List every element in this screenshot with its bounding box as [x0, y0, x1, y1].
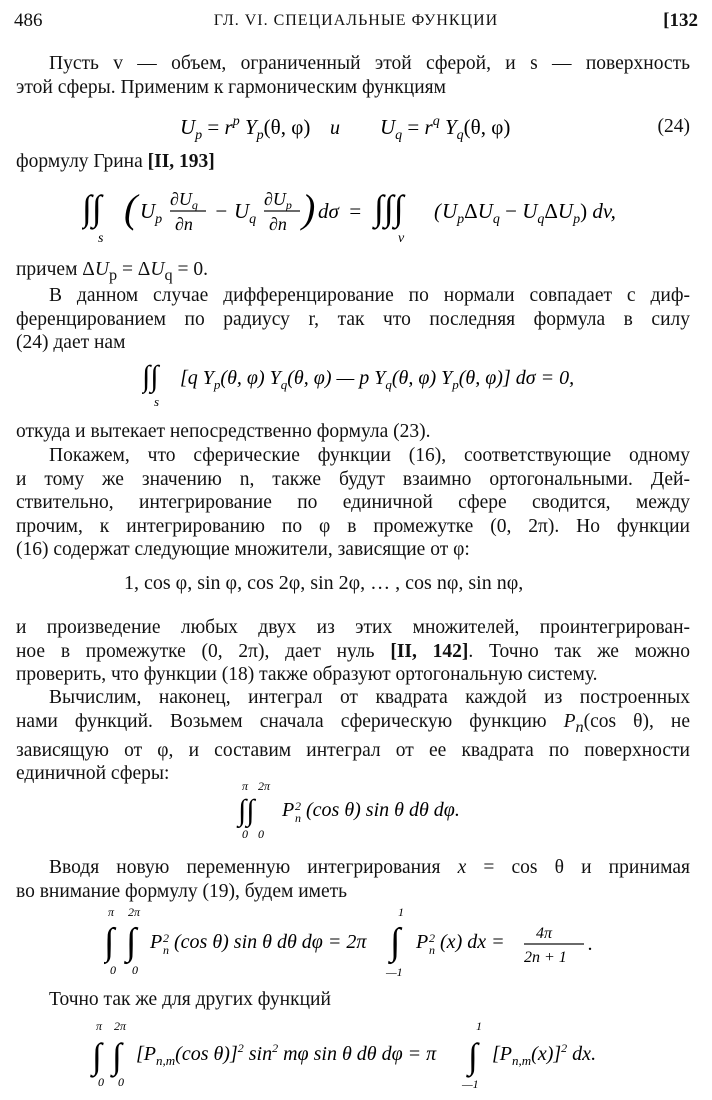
svg-text:0: 0	[242, 827, 248, 841]
svg-text:—1: —1	[462, 1077, 479, 1091]
svg-text:∫∫: ∫∫	[142, 360, 159, 393]
svg-text:2: 2	[429, 931, 435, 945]
svg-text:s: s	[154, 394, 160, 409]
svg-text:P: P	[282, 799, 295, 821]
equation-24	[180, 112, 540, 148]
svg-text:∫∫: ∫∫	[82, 188, 102, 228]
paragraph-5	[16, 420, 690, 444]
svg-text:∫: ∫	[112, 1036, 122, 1076]
text-line: формулу Грина [II, 193]	[16, 151, 215, 172]
svg-text:.: .	[588, 933, 593, 955]
svg-text:0: 0	[118, 1075, 124, 1089]
svg-text:∂n: ∂n	[175, 214, 193, 234]
svg-text:—1: —1	[386, 965, 403, 979]
svg-text:4π: 4π	[536, 925, 553, 942]
text-line: во внимание формулу (19), будем иметь	[16, 880, 348, 902]
svg-text:s: s	[98, 231, 104, 246]
integral-2	[104, 904, 624, 990]
integral-3-render	[90, 1018, 650, 1094]
svg-text:∫∫: ∫∫	[238, 794, 255, 827]
svg-text:n: n	[163, 943, 169, 957]
svg-text:0: 0	[132, 963, 138, 977]
svg-text:∫∫∫: ∫∫∫	[374, 188, 404, 228]
text-line: нами функций. Возьмем сначала сферическую функцию $P_n(\cos$ θ), не	[16, 710, 690, 736]
integral-3	[90, 1018, 650, 1100]
svg-text:2π: 2π	[114, 1019, 127, 1033]
text-line: и произведение любых двух из этих множителей, проинтегрирован-	[16, 617, 690, 638]
svg-text:(: (	[124, 186, 138, 231]
text-line: Точно так же для других функций	[49, 989, 331, 1010]
paragraph-2	[16, 150, 690, 174]
svg-text:π: π	[108, 905, 115, 919]
svg-text:[Pn,m(cos θ)]2 sin2 mφ sin θ d: [$P_{n,m}(\cos$ θ)]$^2$ $\sin^2 m\varphi$ sin θ dθ dφ = π	[136, 1041, 437, 1068]
integral-1-render	[236, 778, 496, 844]
paragraph-10	[16, 988, 690, 1012]
svg-text:∫: ∫	[92, 1036, 102, 1076]
svg-text:∂n: ∂n	[269, 214, 287, 234]
svg-text:∫: ∫	[126, 921, 137, 963]
svg-text:P: P	[416, 931, 429, 953]
svg-text:−: −	[214, 199, 229, 223]
svg-text:∫: ∫	[390, 921, 401, 963]
paragraph-1	[16, 52, 690, 99]
text-line: причем $\Delta U_p = \Delta U_q = 0$.	[16, 259, 208, 284]
factors-list: 1, cos φ, sin φ, cos 2φ, sin 2φ, … , cos nφ, sin nφ,	[124, 572, 524, 594]
text-line: ствительно, интегрирование по единичной сфере сводится, между	[16, 492, 690, 513]
paragraph-3	[16, 258, 690, 287]
text-line: единичной сферы:	[16, 763, 170, 785]
integral-2-render	[104, 904, 624, 984]
svg-text:1: 1	[476, 1019, 482, 1033]
text-line: В данном случае дифференцирование по нормали совпадает с диф-	[49, 285, 690, 306]
text-line: (16) содержат следующие множители, зависящие от φ:	[16, 539, 470, 560]
svg-text:Up = rp Yp(θ, φ): $U_p = r^p$ $Y_p(\theta$, φ)	[180, 114, 311, 142]
svg-text:2n + 1: 2n + 1	[524, 949, 567, 966]
text-line: Вводя новую переменную интегрирования x = cos θ и принимая	[49, 857, 690, 878]
paragraph-7	[16, 616, 690, 687]
svg-text:(cos θ) sin θ dθ dφ = 2π: (cos θ) sin θ dθ dφ = 2π	[174, 931, 367, 953]
svg-text:2: 2	[295, 799, 301, 813]
svg-text:0: 0	[258, 827, 264, 841]
text-line: Вычислим, наконец, интеграл от квадрата каждой из построенных	[49, 687, 690, 708]
text-line: ное в промежутке (0, 2π), дает нуль [II, 142]. Точно так же можно	[16, 640, 690, 662]
svg-text:0: 0	[98, 1075, 104, 1089]
page-number: 486	[14, 10, 43, 31]
svg-text:2: 2	[163, 931, 169, 945]
svg-text:0: 0	[110, 963, 116, 977]
orthogonality-equation	[142, 354, 602, 418]
text-line: проверить, что функции (18) также образуют ортогональную систему.	[16, 664, 598, 685]
orthogonality-equation-render	[142, 354, 602, 412]
svg-text:(cos θ) sin θ dθ dφ.: (cos θ) sin θ dθ dφ.	[306, 799, 460, 821]
green-formula	[82, 178, 642, 256]
integral-1	[236, 778, 496, 850]
paragraph-9	[16, 856, 690, 903]
svg-text:=: =	[348, 199, 363, 223]
svg-text:π: π	[96, 1019, 103, 1033]
text-line: ференцированием по радиусу r, так что последняя формула в силу	[16, 308, 690, 330]
svg-text:2π: 2π	[128, 905, 141, 919]
equation-24-render	[180, 112, 540, 142]
svg-text:и: и	[330, 117, 340, 139]
text-line: этой сферы. Применим к гармоническим функциям	[16, 76, 446, 98]
svg-text:∫: ∫	[104, 921, 115, 963]
svg-text:1: 1	[398, 905, 404, 919]
svg-text:dσ: dσ	[318, 199, 339, 223]
svg-text:v: v	[398, 231, 405, 246]
svg-text:n: n	[429, 943, 435, 957]
text-line: Пусть v — объем, ограниченный этой сферой, и s — поверхность	[49, 53, 690, 74]
svg-text:P: P	[150, 931, 163, 953]
svg-text:2π: 2π	[258, 779, 271, 793]
svg-text:[Pn,m(x)]2 dx.: $[P_{n,m}(x)]^2$ dx.	[492, 1041, 597, 1068]
text-line: и тому же значению n, также будут взаимно ортогональными. Дей-	[16, 468, 690, 490]
svg-text:∂Uq: $\partial U_q$	[170, 189, 198, 212]
svg-text:Up: $U_p$	[140, 199, 163, 227]
svg-text:(x) dx =: (x) dx =	[440, 931, 505, 953]
page-header	[14, 10, 698, 38]
text-line: (24) дает нам	[16, 332, 126, 353]
svg-text:∫: ∫	[468, 1036, 478, 1076]
equation-number: (24)	[657, 116, 690, 137]
svg-text:∂Up: $\partial U_p$	[264, 189, 292, 212]
svg-text:n: n	[295, 811, 301, 825]
svg-text:Uq = rq Yq(θ, φ): $U_q = r^q$ $Y_q(\theta$, φ)	[380, 114, 511, 142]
section-number: [132	[663, 10, 698, 31]
paragraph-4	[16, 284, 690, 355]
svg-text:[q Yp(θ, φ) Yq(θ, φ) — p Yq(θ,: [q $Y_p(\theta$, φ) $Y_q(\theta$, φ) — p $Y_q(\theta$, φ) $Y_p(\theta$, φ)] dσ = 0,	[180, 367, 575, 392]
svg-text:UpΔUq − UqΔUp) dv,: $U_p\Delta U_q - U_q\Delta U_p$) dv,	[442, 199, 616, 227]
green-formula-render	[82, 178, 642, 250]
svg-text:Uq: $U_q$	[234, 199, 257, 227]
svg-text:(: (	[434, 199, 441, 223]
text-line: зависящую от φ, и составим интеграл от ее квадрата по поверхности	[16, 739, 690, 761]
svg-text:): )	[302, 186, 316, 231]
running-title: ГЛ. VI. СПЕЦИАЛЬНЫЕ ФУНКЦИИ	[213, 12, 499, 29]
svg-text:π: π	[242, 779, 249, 793]
text-line: Покажем, что сферические функции (16), соответствующие одному	[49, 445, 690, 466]
paragraph-6	[16, 444, 690, 562]
text-line: откуда и вытекает непосредственно формула (23).	[16, 421, 431, 442]
paragraph-8	[16, 686, 690, 786]
text-line: прочим, к интегрированию по φ в промежутке (0, 2π). Но функции	[16, 515, 690, 537]
